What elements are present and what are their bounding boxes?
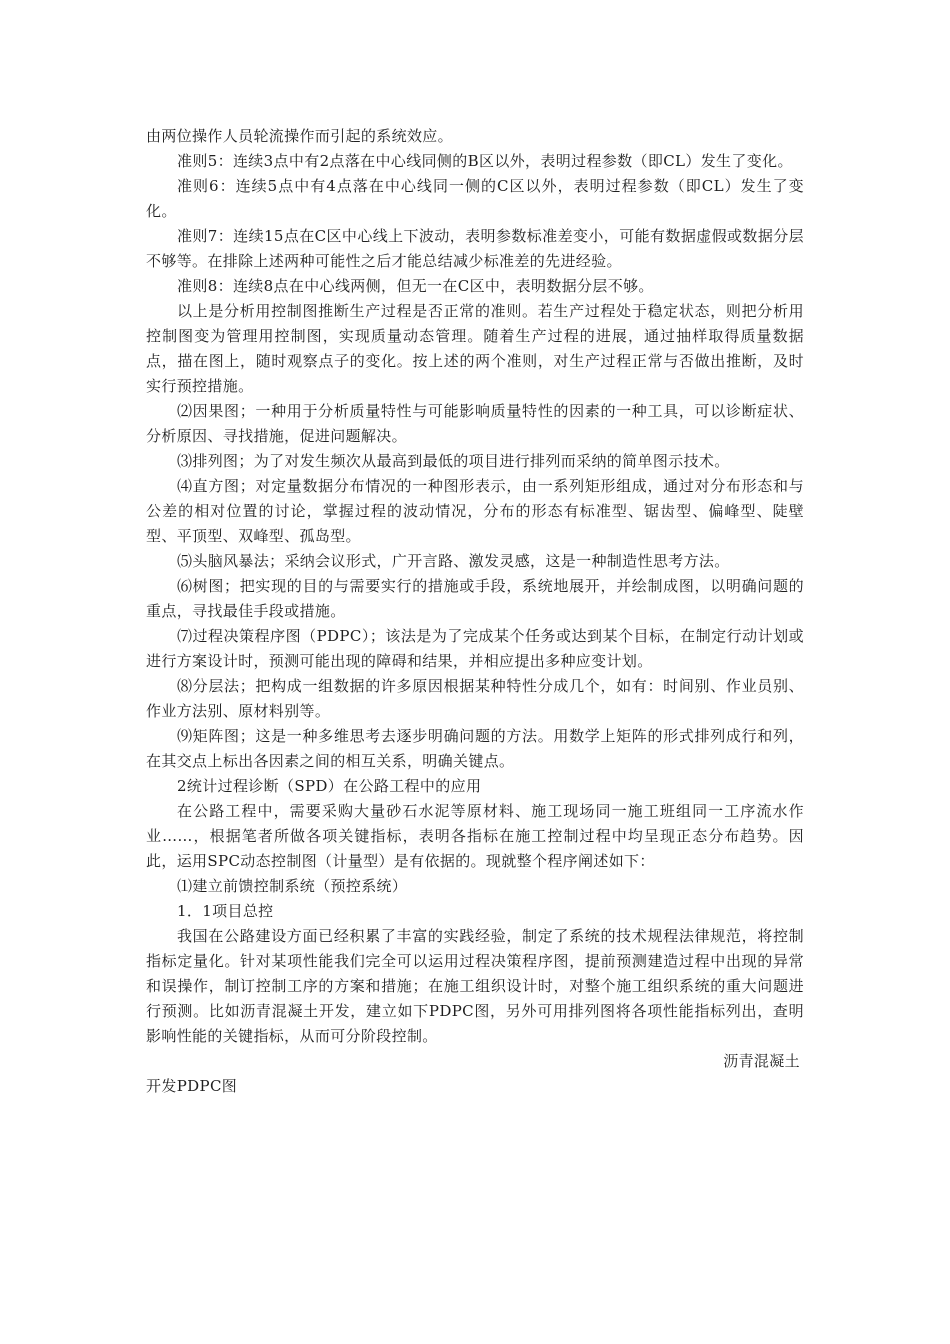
section-heading: 2统计过程诊断（SPD）在公路工程中的应用 xyxy=(177,777,482,795)
pdpc-paragraph: ⑺过程决策程序图（PDPC）；该法是为了完成某个任务或达到某个目标，在制定行动计划或进行方案设计时，预测可能出现的障碍和结果，并相应提出多种应变计划。 xyxy=(146,627,804,670)
document-page xyxy=(146,124,804,1099)
figure-caption-left: 开发PDPC图 xyxy=(146,1077,238,1095)
subsection-heading: ⑴建立前馈控制系统（预控系统） xyxy=(177,877,408,895)
project-control-paragraph: 我国在公路建设方面已经积累了丰富的实践经验，制定了系统的技术规程法律规范，将控制指标定量化。针对某项性能我们完全可以运用过程决策程序图，提前预测建造过程中出现的异常和误操作，制订控制工序的方案和措施；在施工组织设计时，对整个施工组织系统的重大问题进行预测。比如沥青混凝土开发，建立如下PDPC图，另外可用排列图将各项性能指标列出，查明影响性能的关键指标，从而可分阶段控制。 xyxy=(146,927,804,1045)
stratification-paragraph: ⑻分层法；把构成一组数据的许多原因根据某种特性分成几个，如有：时间别、作业员别、作业方法别、原材料别等。 xyxy=(146,677,804,720)
rule-6-paragraph: 准则6：连续5点中有4点落在中心线同一侧的C区以外，表明过程参数（即CL）发生了变化。 xyxy=(146,177,804,220)
matrix-paragraph: ⑼矩阵图；这是一种多维思考去逐步明确问题的方法。用数学上矩阵的形式排列成行和列，在其交点上标出各因素之间的相互关系，明确关键点。 xyxy=(146,727,804,770)
paragraph: 由两位操作人员轮流操作而引起的系统效应。 xyxy=(146,127,454,145)
histogram-paragraph: ⑷直方图；对定量数据分布情况的一种图形表示，由一系列矩形组成，通过对分布形态和与公差的相对位置的讨论，掌握过程的波动情况，分布的形态有标准型、锯齿型、偏峰型、陡壁型、平顶型、双峰型、孤岛型。 xyxy=(146,477,804,545)
summary-paragraph: 以上是分析用控制图推断生产过程是否正常的准则。若生产过程处于稳定状态，则把分析用控制图变为管理用控制图，实现质量动态管理。随着生产过程的进展，通过抽样取得质量数据点，描在图上，随时观察点子的变化。按上述的两个准则，对生产过程正常与否做出推断，及时实行预控措施。 xyxy=(146,302,804,395)
rule-8-paragraph: 准则8：连续8点在中心线两侧，但无一在C区中，表明数据分层不够。 xyxy=(177,277,654,295)
figure-caption-right: 沥青混凝土 xyxy=(723,1052,800,1070)
highway-paragraph: 在公路工程中，需要采购大量砂石水泥等原材料、施工现场同一施工班组同一工序流水作业……，根据笔者所做各项关键指标，表明各指标在施工控制过程中均呈现正态分布趋势。因此，运用SPC动态控制图（计量型）是有依据的。现就整个程序阐述如下： xyxy=(146,802,804,870)
brainstorm-paragraph: ⑸头脑风暴法；采纳会议形式，广开言路、激发灵感，这是一种制造性思考方法。 xyxy=(177,552,730,570)
pareto-paragraph: ⑶排列图；为了对发生频次从最高到最低的项目进行排列而采纳的简单图示技术。 xyxy=(177,452,730,470)
cause-effect-paragraph: ⑵因果图；一种用于分析质量特性与可能影响质量特性的因素的一种工具，可以诊断症状、分析原因、寻找措施，促进问题解决。 xyxy=(146,402,804,445)
rule-7-paragraph: 准则7：连续15点在C区中心线上下波动，表明参数标准差变小，可能有数据虚假或数据分层不够等。在排除上述两种可能性之后才能总结减少标准差的先进经验。 xyxy=(146,227,804,270)
tree-diagram-paragraph: ⑹树图；把实现的目的与需要实行的措施或手段，系统地展开，并绘制成图，以明确问题的重点，寻找最佳手段或措施。 xyxy=(146,577,804,620)
subsection-heading: 1．1项目总控 xyxy=(177,902,274,920)
rule-5-paragraph: 准则5：连续3点中有2点落在中心线同侧的B区以外，表明过程参数（即CL）发生了变化。 xyxy=(177,152,793,170)
